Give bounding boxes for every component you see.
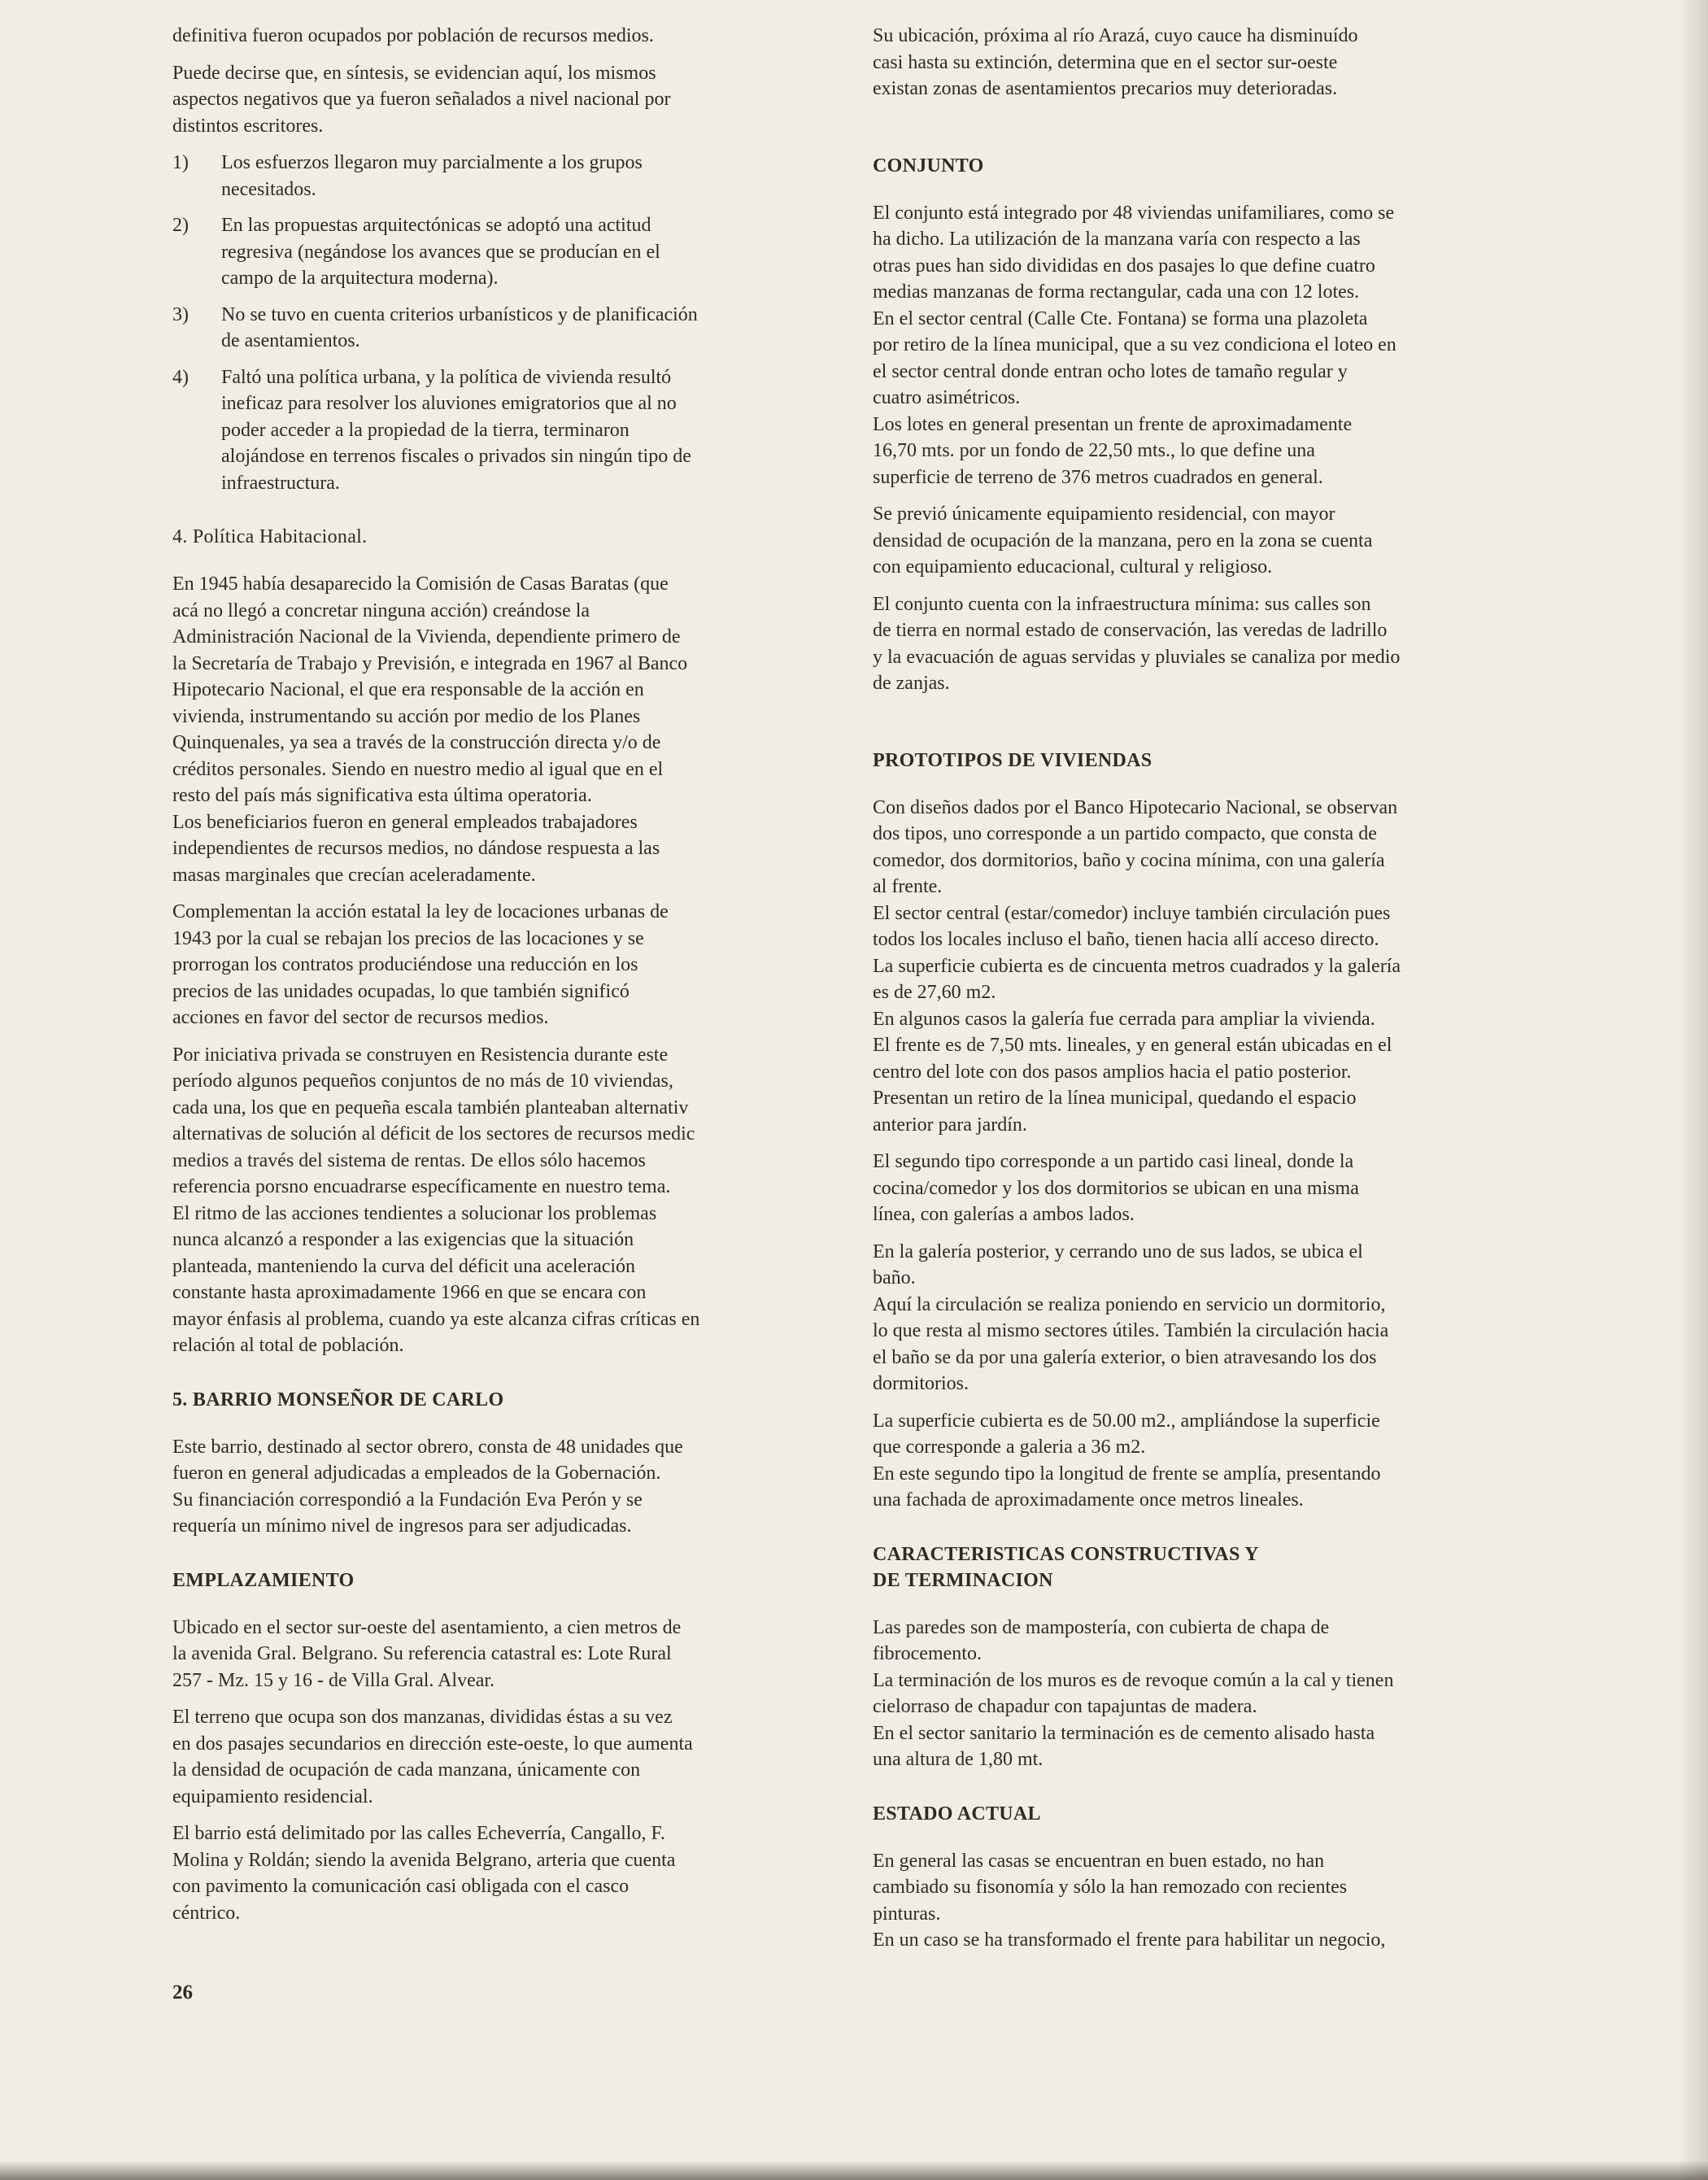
paragraph-politica-3: Por iniciativa privada se construyen en Resistencia durante este período algunos pequeños conjuntos de no más de 10 viviendas, cada una, los que en pequeña escala también planteaban alternativ alternativas de solución al déficit de los sectores de recursos medic medios a través del sistema de rentas. De ellos sólo hacemos referencia porsno encuadrarse específicamente en nuestro tema. El ritmo de las acciones tendientes a solucionar los problemas nunca alcanzó a responder a las exigencias que la situación planteada, manteniendo la curva del déficit una aceleración constante hasta aproximadamente 1966 en que se encara con mayor énfasis al problema, cuando ya este alcanza cifras críticas en relación al total de población. [172,1044,700,1356]
list-item [172,212,819,292]
paragraph-emplazamiento-3: El barrio está delimitado por las calles Echeverría, Cangallo, F. Molina y Roldán; siendo la avenida Belgrano, arteria que cuenta con pavimento la comunicación casi obligada con el casco céntrico. [172,1823,676,1924]
paragraph-estado-actual: En general las casas se encuentran en buen estado, no han cambiado su fisonomía y sólo la han remozado con recientes pinturas. En un caso se ha transformado el frente para habilitar un negocio, [873,1850,1386,1951]
paragraph-emplazamiento-1: Ubicado en el sector sur-oeste del asentamiento, a cien metros de la avenida Gral. Belgrano. Su referencia catastral es: Lote Rural 257 - Mz. 15 y 16 - de Villa Gral. Alvear. [172,1616,682,1691]
heading-conjunto: CONJUNTO [873,155,984,177]
list-item [172,302,819,355]
paragraph-politica-1: En 1945 había desaparecido la Comisión de Casas Baratas (que acá no llegó a concretar ninguna acción) creándose la Administración Nacional de la Vivienda, dependiente primero de la Secretaría de Trabajo y Previsión, e integrada en 1967 al Banco Hipotecario Nacional, el que era responsable de la acción en vivienda, instrumentando su acción por medio de los Planes Quinquenales, ya sea a través de la construcción directa y/o de créditos personales. Siendo en nuestro medio al igual que en el resto del país más significativa esta última operatoria. Los beneficiarios fueron en general empleados trabajadores independientes de recursos medios, no dándose respuesta a las masas marginales que crecían aceleradamente. [172,573,688,886]
paragraph-politica-2: Complementan la acción estatal la ley de locaciones urbanas de 1943 por la cual se rebajan los precios de las locaciones y se prorrogan los contratos produciéndose una reducción en los precios de las unidades ocupadas, lo que también significó acciones en favor del sector de recursos medios. [172,901,669,1028]
list-item-text: Los esfuerzos llegaron muy parcialmente a los grupos necesitados. [221,152,643,200]
list-item-number: 2) [172,215,189,236]
heading-caracteristicas-constructivas: CARACTERISTICAS CONSTRUCTIVAS Y DE TERMINACION [873,1543,1259,1591]
paragraph-ubicacion: Su ubicación, próxima al río Arazá, cuyo cauce ha disminuído casi hasta su extinción, determina que en el sector sur-oeste existan zonas de asentamientos precarios muy deterioradas. [873,25,1358,99]
list-item [172,150,819,203]
paragraph-conjunto-3: El conjunto cuenta con la infraestructura mínima: sus calles son de tierra en normal estado de conservación, las veredas de ladrillo y la evacuación de aguas servidas y pluviales se canaliza por medio de zanjas. [873,593,1401,694]
paragraph-prototipos-3: En la galería posterior, y cerrando uno de sus lados, se ubica el baño. Aquí la circulación se realiza poniendo en servicio un dormitorio, lo que resta al mismo sectores útiles. También la circulación hacia el baño se da por una galería exterior, o bien atravesando los dos dormitorios. [873,1240,1389,1394]
heading-emplazamiento: EMPLAZAMIENTO [172,1569,355,1591]
conclusions-list [172,150,819,496]
paragraph-conjunto-1: El conjunto está integrado por 48 viviendas unifamiliares, como se ha dicho. La utilización de la manzana varía con respecto a las otras pues han sido divididas en dos pasajes lo que define cuatro medias manzanas de forma rectangular, cada una con 12 lotes. En el sector central (Calle Cte. Fontana) se forma una plazoleta por retiro de la línea municipal, que a su vez condiciona el loteo en el sector central donde entran ocho lotes de tamaño regular y cuatro asimétricos. Los lotes en general presentan un frente de aproximadamente 16,70 mts. por un fondo de 22,50 mts., lo que define una superficie de terreno de 376 metros cuadrados en general. [873,202,1396,488]
paragraph-emplazamiento-2: El terreno que ocupa son dos manzanas, divididas éstas a su vez en dos pasajes secundarios en dirección este-oeste, lo que aumenta la densidad de ocupación de cada manzana, únicamente con equipamiento residencial. [172,1707,693,1807]
scan-edge-shadow-right [1679,0,1708,2180]
paragraph-prototipos-2: El segundo tipo corresponde a un partido casi lineal, donde la cocina/comedor y los dos dormitorios se ubican en una misma línea, con galerías a ambos lados. [873,1151,1359,1225]
paragraph-conjunto-2: Se previó únicamente equipamiento residencial, con mayor densidad de ocupación de la manzana, pero en la zona se cuenta con equipamiento educacional, cultural y religioso. [873,504,1373,578]
paragraph-caracteristicas: Las paredes son de mampostería, con cubierta de chapa de fibrocemento. La terminación de los muros es de revoque común a la cal y tienen cielorraso de chapadur con tapajuntas de madera. En el sector sanitario la terminación es de cemento alisado hasta una altura de 1,80 mt. [873,1616,1394,1770]
heading-prototipos-de-viviendas: PROTOTIPOS DE VIVIENDAS [873,749,1152,771]
list-item-text: En las propuestas arquitectónicas se adoptó una actitud regresiva (negándose los avances que se producían en el campo de la arquitectura moderna). [221,215,660,289]
left-column [172,23,819,1937]
list-item-number: 1) [172,152,189,173]
paragraph-prototipos-4: La superficie cubierta es de 50.00 m2., ampliándose la superficie que corresponde a galeria a 36 m2. En este segundo tipo la longitud de frente se amplía, presentando una fachada de aproximadamente once metros lineales. [873,1410,1381,1511]
paragraph-prototipos-1: Con diseños dados por el Banco Hipotecario Nacional, se observan dos tipos, uno corresponde a un partido compacto, que consta de comedor, dos dormitorios, baño y cocina mínima, con una galería al frente. El sector central (estar/comedor) incluye también circulación pues todos los locales incluso el baño, tienen hacia allí acceso directo. La superficie cubierta es de cincuenta metros cuadrados y la galería es de 27,60 m2. En algunos casos la galería fue cerrada para ampliar la vivienda. El frente es de 7,50 mts. lineales, y en general están ubicadas en el centro del lote con dos pasos amplios hacia el patio posterior. Presentan un retiro de la línea municipal, quedando el espacio anterior para jardín. [873,796,1401,1136]
list-item [172,364,819,497]
list-item-text: Faltó una política urbana, y la política de vivienda resultó ineficaz para resolver los aluviones emigratorios que al no poder acceder a la propiedad de la tierra, terminaron alojándose en terrenos fiscales o privados sin ningún tipo de infraestructura. [221,366,691,494]
heading-barrio-monsenor-de-carlo: 5. BARRIO MONSEÑOR DE CARLO [172,1389,504,1410]
paragraph-intro-1: definitiva fueron ocupados por población de recursos medios. [172,25,654,46]
list-item-text: No se tuvo en cuenta criterios urbanísticos y de planificación de asentamientos. [221,303,698,351]
scan-edge-shadow-bottom [0,2160,1708,2180]
paragraph-barrio: Este barrio, destinado al sector obrero, consta de 48 unidades que fueron en general adjudicadas a empleados de la Gobernación. Su financiación correspondió a la Fundación Eva Perón y se requería un mínimo nivel de ingresos para ser adjudicadas. [172,1436,683,1537]
right-column [873,23,1515,1964]
page-number: 26 [172,1982,193,2003]
list-item-number: 3) [172,303,189,325]
paragraph-intro-2: Puede decirse que, en síntesis, se evidencian aquí, los mismos aspectos negativos que ya fueron señalados a nivel nacional por distintos escritores. [172,62,671,137]
heading-politica-habitacional: 4. Política Habitacional. [172,526,368,547]
heading-estado-actual: ESTADO ACTUAL [873,1803,1041,1825]
list-item-number: 4) [172,366,189,388]
